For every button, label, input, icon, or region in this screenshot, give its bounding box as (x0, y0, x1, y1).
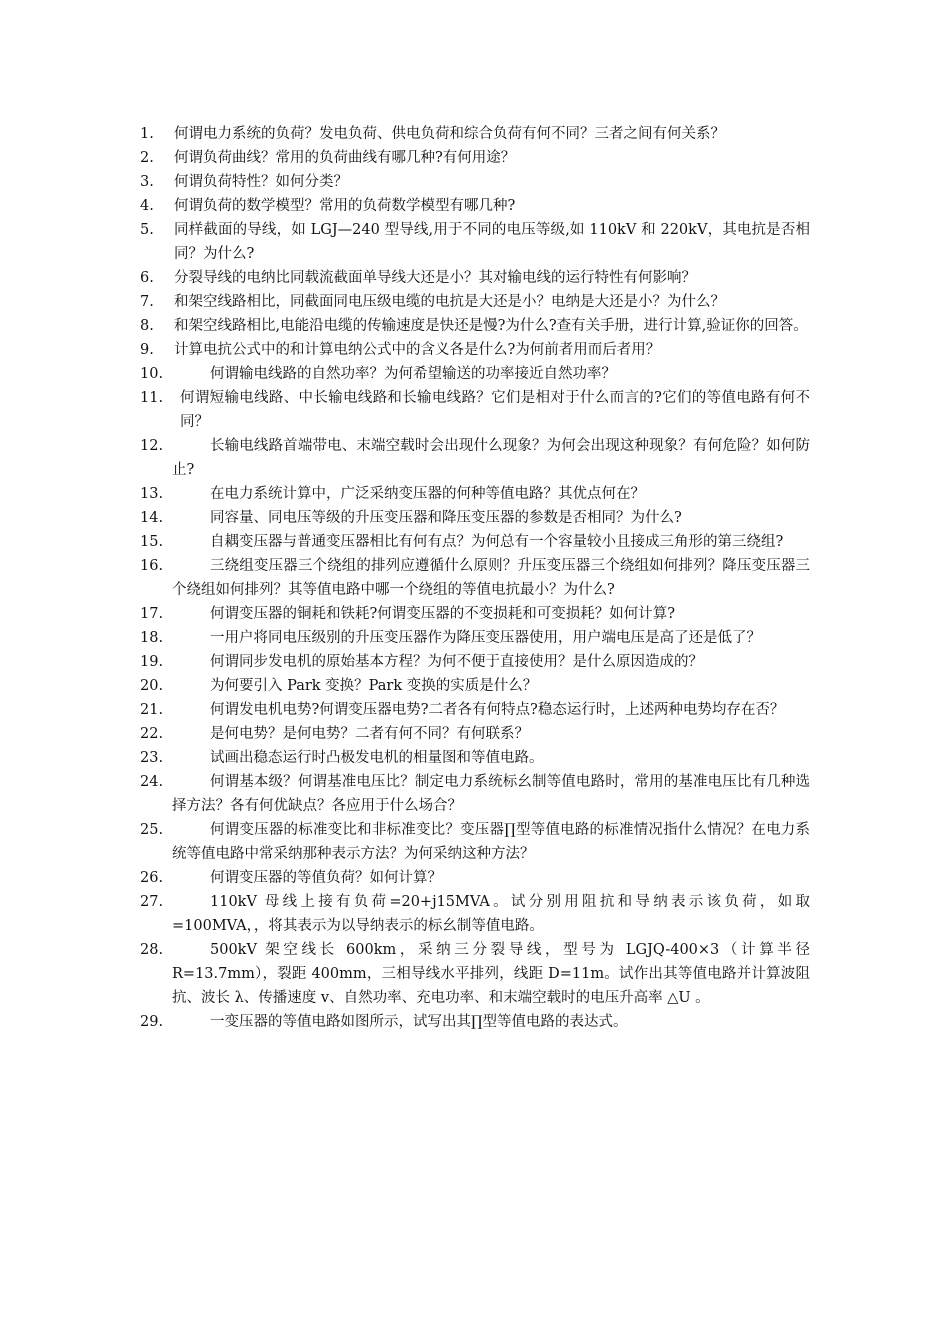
question-number: 20. (140, 678, 164, 694)
question-item (140, 170, 810, 194)
question-number: 12. (140, 438, 164, 454)
question-text: 一变压器的等值电路如图所示，试写出其∏型等值电路的表达式。 (210, 1014, 628, 1030)
question-item (140, 530, 810, 554)
question-number: 9. (140, 342, 154, 358)
question-text: 何谓输电线路的自然功率？为何希望输送的功率接近自然功率？ (210, 366, 616, 382)
question-item (140, 362, 810, 386)
question-number: 19. (140, 654, 164, 670)
question-text: 何谓负荷特性？如何分类？ (174, 174, 348, 190)
question-list (140, 122, 810, 1034)
question-text: 何谓短输电线路、中长输电线路和长输电线路？它们是相对于什么而言的?它们的等值电路有何不同？ (180, 390, 810, 430)
question-number: 7. (140, 294, 154, 310)
question-text: 为何要引入 Park 变换？Park 变换的实质是什么？ (210, 678, 538, 694)
question-item (140, 434, 810, 482)
question-item (140, 194, 810, 218)
question-number: 6. (140, 270, 154, 286)
question-item (140, 938, 810, 1010)
question-item (140, 650, 810, 674)
question-text: 何谓变压器的标准变比和非标准变比？变压器∏型等值电路的标准情况指什么情况？在电力系统等值电路中常采纳那种表示方法？为何采纳这种方法？ (172, 822, 810, 862)
question-item (140, 746, 810, 770)
question-number: 25. (140, 822, 164, 838)
question-item (140, 866, 810, 890)
question-number: 23. (140, 750, 164, 766)
question-item (140, 290, 810, 314)
question-item (140, 818, 810, 866)
question-text: 是何电势？是何电势？二者有何不同？有何联系？ (210, 726, 529, 742)
question-number: 27. (140, 894, 164, 910)
question-number: 14. (140, 510, 164, 526)
question-number: 16. (140, 558, 164, 574)
question-number: 17. (140, 606, 164, 622)
question-text: 自耦变压器与普通变压器相比有何有点？为何总有一个容量较小且接成三角形的第三绕组? (210, 534, 784, 550)
question-text: 何谓变压器的等值负荷？如何计算？ (210, 870, 442, 886)
question-text: 试画出稳态运行时凸极发电机的相量图和等值电路。 (210, 750, 544, 766)
question-text: 500kV 架空线长 600km，采纳三分裂导线，型号为 LGJQ-400×3（计算半径 R=13.7mm），裂距 400mm，三相导线水平排列，线距 D=11m。试作出其等值电路并计算波阻抗、波长 λ、传播速度 v、自然功率、充电功率、和末端空载时的电压升高率 △U 。 (172, 942, 810, 1006)
question-number: 26. (140, 870, 164, 886)
question-item (140, 770, 810, 818)
question-number: 15. (140, 534, 164, 550)
question-number: 5. (140, 222, 154, 238)
question-text: 同样截面的导线，如 LGJ—240 型导线,用于不同的电压等级,如 110kV 和 220kV，其电抗是否相同？为什么? (174, 222, 810, 262)
question-item (140, 1010, 810, 1034)
question-item (140, 698, 810, 722)
question-item (140, 338, 810, 362)
question-item (140, 626, 810, 650)
question-number: 24. (140, 774, 164, 790)
question-text: 在电力系统计算中，广泛采纳变压器的何种等值电路？其优点何在？ (210, 486, 645, 502)
question-number: 18. (140, 630, 164, 646)
question-text: 110kV 母线上接有负荷=20+j15MVA。试分别用阻抗和导纳表示该负荷，如取=100MVA，，将其表示为以导纳表示的标幺制等值电路。 (172, 894, 810, 934)
question-item (140, 554, 810, 602)
question-text: 何谓负荷的数学模型？常用的负荷数学模型有哪几种? (174, 198, 516, 214)
question-number: 8. (140, 318, 154, 334)
question-text: 何谓基本级？何谓基准电压比？制定电力系统标幺制等值电路时，常用的基准电压比有几种选择方法？各有何优缺点？各应用于什么场合？ (172, 774, 810, 814)
question-item (140, 506, 810, 530)
question-item (140, 890, 810, 938)
question-item (140, 386, 810, 434)
question-number: 10. (140, 366, 164, 382)
question-text: 长输电线路首端带电、末端空载时会出现什么现象？为何会出现这种现象？有何危险？如何防止? (172, 438, 810, 478)
question-text: 何谓负荷曲线？常用的负荷曲线有哪几种?有何用途？ (174, 150, 516, 166)
question-text: 何谓同步发电机的原始基本方程？为何不便于直接使用？是什么原因造成的？ (210, 654, 703, 670)
question-item (140, 266, 810, 290)
question-item (140, 122, 810, 146)
question-item (140, 602, 810, 626)
question-text: 同容量、同电压等级的升压变压器和降压变压器的参数是否相同？为什么? (210, 510, 682, 526)
question-number: 2. (140, 150, 154, 166)
question-text: 分裂导线的电纳比同载流截面单导线大还是小？其对输电线的运行特性有何影响？ (174, 270, 696, 286)
question-number: 11. (140, 390, 164, 406)
question-text: 三绕组变压器三个绕组的排列应遵循什么原则？升压变压器三个绕组如何排列？降压变压器三个绕组如何排列？其等值电路中哪一个绕组的等值电抗最小？为什么? (172, 558, 810, 598)
question-number: 28. (140, 942, 164, 958)
question-item (140, 482, 810, 506)
question-number: 1. (140, 126, 154, 142)
question-item (140, 218, 810, 266)
question-item (140, 722, 810, 746)
question-text: 和架空线路相比，同截面同电压级电缆的电抗是大还是小？电纳是大还是小？为什么？ (174, 294, 725, 310)
question-text: 何谓发电机电势?何谓变压器电势?二者各有何特点?稳态运行时，上述两种电势均存在否？ (210, 702, 785, 718)
question-number: 29. (140, 1014, 164, 1030)
question-number: 4. (140, 198, 154, 214)
question-number: 21. (140, 702, 164, 718)
question-item (140, 674, 810, 698)
question-text: 计算电抗公式中的和计算电纳公式中的含义各是什么?为何前者用而后者用？ (174, 342, 661, 358)
question-text: 一用户将同电压级别的升压变压器作为降压变压器使用，用户端电压是高了还是低了？ (210, 630, 761, 646)
question-number: 3. (140, 174, 154, 190)
question-text: 和架空线路相比,电能沿电缆的传输速度是快还是慢?为什么?查有关手册，进行计算,验证你的回答。 (174, 318, 808, 334)
question-number: 22. (140, 726, 164, 742)
question-text: 何谓电力系统的负荷？发电负荷、供电负荷和综合负荷有何不同？三者之间有何关系？ (174, 126, 725, 142)
question-number: 13. (140, 486, 164, 502)
question-item (140, 314, 810, 338)
question-item (140, 146, 810, 170)
question-text: 何谓变压器的铜耗和铁耗?何谓变压器的不变损耗和可变损耗？如何计算? (210, 606, 676, 622)
